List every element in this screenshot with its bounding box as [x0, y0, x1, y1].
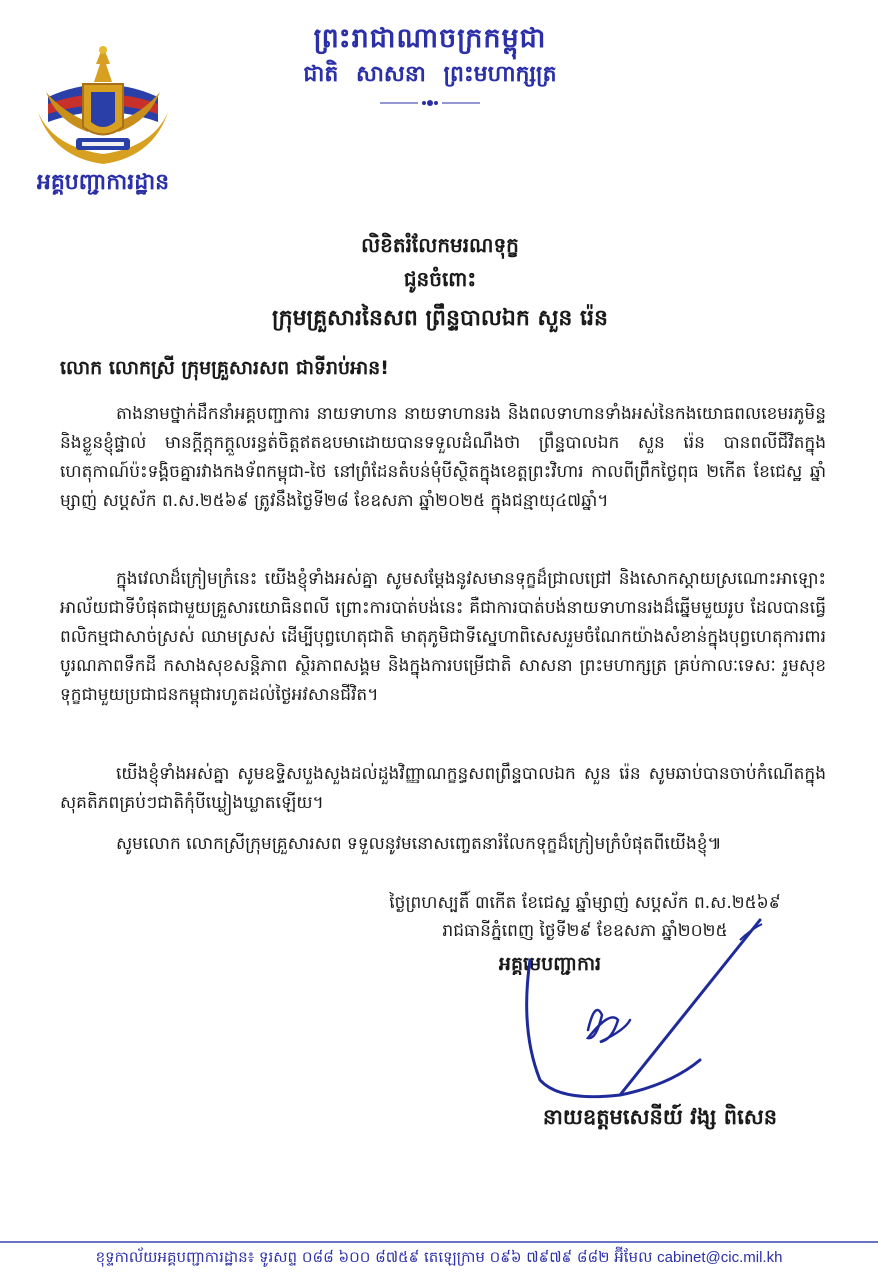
letter-title: លិខិតរំលែកមរណទុក្ខ	[361, 233, 519, 257]
national-motto: ជាតិ សាសនា ព្រះមហាក្សត្រ	[303, 62, 557, 87]
signatory-title: អគ្គមេបញ្ជាការ	[498, 953, 602, 975]
lunar-date: ថ្ងៃព្រហស្បតិ៍ ៣កើត ខែជេស្ឋ ឆ្នាំម្សាញ់ សប្តស័ក ព.ស.២៥៦៩	[389, 893, 781, 913]
footer-divider	[0, 1241, 878, 1243]
footer-contact-text: ខុទ្ទកាល័យអគ្គបញ្ជាការដ្ឋាន៖ ទូរសព្ទ ០៨៨ ៦០០ ៨៧៥៩ តេឡេក្រាម ០៩៦ ៧៩៧៩ ៨៨២ អ៊ីមែល	[95, 1248, 653, 1266]
handwritten-signature-icon	[500, 880, 770, 1110]
body-paragraph-1: តាងនាមថ្នាក់ដឹកនាំអគ្គបញ្ជាការ នាយទាហាន នាយទាហានរង និងពលទាហានទាំងអស់នៃកងយោធពលខេមរភូមិន្ទ និងខ្លួនខ្ញុំផ្ទាល់ មានក្តីក្តុកក្តួលរន្ធត់ចិត្តឥតឧបមាដោយបានទទួលដំណឹងថា ព្រឹន្ទបាលឯក សួន រ៉េន បានពលីជីវិតក្នុងហេតុកាណ៍ប៉ះទង្គិចគ្នារវាងកងទ័ពកម្ពុជា-ថៃ នៅព្រំដែនតំបន់មុំបីស្ថិតក្នុងខេត្តព្រះវិហារ កាលពីព្រឹកថ្ងៃពុធ ២កើត ខែជេស្ឋ ឆ្នាំម្សាញ់ សប្តស័ក ព.ស.២៥៦៩ ត្រូវនឹងថ្ងៃទី២៨ ខែឧសភា ឆ្នាំ២០២៥ ក្នុងជន្មាយុ៤៧ឆ្នាំ។	[60, 404, 826, 511]
footer-contact	[0, 1248, 878, 1270]
signatory-name: នាយឧត្តមសេនីយ៍ វង្ស ពិសេន	[542, 1105, 778, 1129]
footer-email-link[interactable]: cabinet@cic.mil.kh	[657, 1249, 783, 1266]
kingdom-heading: ព្រះរាជាណាចក្រកម្ពុជា	[313, 23, 547, 54]
department-name: អគ្គបញ្ជាការដ្ឋាន	[36, 170, 170, 195]
body-paragraph-2: ក្នុងវេលាដ៏ក្រៀមក្រំនេះ យើងខ្ញុំទាំងអស់គ្នា សូមសម្តែងនូវសមានទុក្ខដ៏ជ្រាលជ្រៅ និងសោកស្តាយស្រណោះអាឡោះអាល័យជាទីបំផុតជាមួយគ្រួសារយោធិនពលី ព្រោះការបាត់បង់នេះ គឺជាការបាត់បង់នាយទាហានរងដ៏ឆ្នើមមួយរូប ដែលបានធ្វើពលិកម្មជាសាច់ស្រស់ ឈាមស្រស់ ដើម្បីបុព្វហេតុជាតិ មាតុភូមិជាទីស្នេហាពិសេសរួមចំណែកយ៉ាងសំខាន់ក្នុងបុព្វហេតុការពារបូរណភាពទឹកដី កសាងសុខសន្តិភាព ស្ថិរភាពសង្គម និងក្នុងការបម្រើជាតិ សាសនា ព្រះមហាក្សត្រ គ្រប់កាលៈទេសៈ រួមសុខទុក្ខជាមួយប្រជាជនកម្ពុជារហូតដល់ថ្ងៃអវសានជីវិត។	[60, 569, 826, 705]
body-paragraph-4: សូមលោក លោកស្រីក្រុមគ្រួសារសព ទទួលនូវមនោសញ្ចេតនារំលែកទុក្ខដ៏ក្រៀមក្រំបំផុតពីយើងខ្ញុំ៕	[116, 834, 722, 854]
solar-date: រាជធានីភ្នំពេញ ថ្ងៃទី២៩ ខែឧសភា ឆ្នាំ២០២៥	[442, 921, 728, 941]
body-paragraph-3: យើងខ្ញុំទាំងអស់គ្នា សូមឧទ្ទិសបួងសួងដល់ដួងវិញ្ញាណក្ខន្ធសពព្រឹន្ទបាលឯក សួន រ៉េន សូមឆាប់បានចាប់កំណើតក្នុងសុគតិភពគ្រប់ៗជាតិកុំបីឃ្លៀងឃ្លាតឡើយ។	[60, 764, 826, 813]
letter-addressee: ក្រុមគ្រួសារនៃសព ព្រឹន្ទបាលឯក សួន រ៉េន	[272, 306, 608, 331]
military-emblem-icon	[28, 42, 178, 172]
letter-addressee-label: ជូនចំពោះ	[403, 267, 477, 291]
ornament-divider-icon	[380, 98, 480, 108]
salutation: លោក លោកស្រី ក្រុមគ្រួសារសព ជាទីរាប់អាន!	[60, 357, 389, 379]
